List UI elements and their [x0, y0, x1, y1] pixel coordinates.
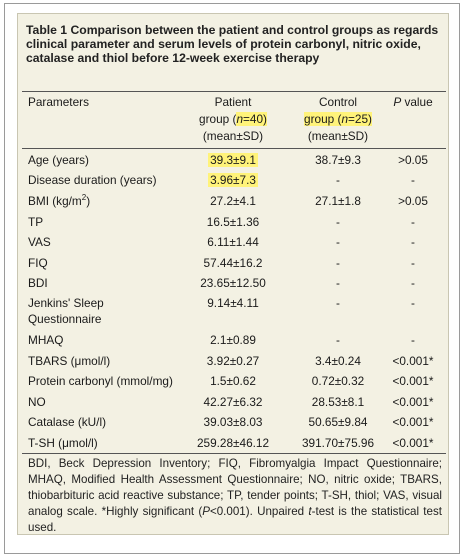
row-bmi-param-post: ) — [86, 194, 91, 208]
header-patient-n: n — [236, 112, 243, 126]
table-title: Table 1 Comparison between the patient and control groups as regards clinical parameter and serum levels of protein carbonyl, nitric oxide, catalase and thiol before 12-week exercise therapy — [26, 23, 439, 65]
row-no-patient: 42.27±6.32 — [203, 395, 263, 409]
row-bmi-control: 27.1±1.8 — [315, 194, 361, 208]
row-tbars-param: TBARS (μmol/l) — [28, 354, 111, 368]
row-catalase-param: Catalase (kU/l) — [28, 415, 107, 429]
header-top-rule — [22, 91, 446, 92]
row-duration-patient-highlight: 3.96±7.3 — [210, 173, 256, 187]
table-footnote — [28, 456, 442, 536]
row-duration-control: - — [336, 173, 340, 187]
row-tp-patient: 16.5±1.36 — [206, 215, 260, 229]
row-bdi-param: BDI — [28, 276, 48, 290]
row-tsh-control: 391.70±75.96 — [301, 436, 375, 450]
row-tbars-patient: 3.92±0.27 — [206, 354, 260, 368]
row-fiq-p: - — [411, 256, 415, 270]
row-jenkins-control: - — [336, 296, 340, 310]
header-p-italic: P — [393, 95, 402, 109]
row-catalase-patient: 39.03±8.03 — [203, 415, 263, 429]
row-duration-p: - — [411, 173, 415, 187]
header-p-value — [380, 94, 446, 110]
footnote-p-italic: P — [202, 505, 210, 518]
row-bmi-param-sup: 2 — [81, 193, 87, 203]
row-bmi-param-text: BMI (kg/m — [28, 194, 82, 208]
header-control-line2 — [293, 111, 383, 127]
row-fiq-param: FIQ — [28, 256, 48, 270]
row-age-patient — [178, 152, 288, 168]
header-patient-suffix: =40) — [243, 112, 267, 126]
row-duration-param: Disease duration (years) — [28, 173, 157, 187]
header-bottom-rule — [22, 148, 446, 149]
footnote-part2: <0.001). Unpaired — [209, 505, 309, 518]
row-bmi-param — [28, 193, 90, 209]
patient-n-highlight — [236, 112, 267, 126]
row-mhaq-control: - — [336, 333, 340, 347]
footnote-part3: -test is the statistical test used. — [28, 505, 442, 534]
row-vas-control: - — [336, 235, 340, 249]
row-carbonyl-param: Protein carbonyl (mmol/mg) — [28, 374, 173, 388]
header-control-prefix: group ( — [304, 112, 342, 126]
row-jenkins-patient: 9.14±4.11 — [207, 296, 259, 310]
row-age-control: 38.7±9.3 — [315, 153, 361, 167]
table-box — [17, 13, 449, 535]
header-control-line3: (mean±SD) — [307, 129, 369, 143]
figure-frame — [4, 3, 460, 554]
row-tsh-param: T-SH (μmol/l) — [28, 436, 98, 450]
header-parameters: Parameters — [28, 95, 89, 109]
row-bdi-p: - — [411, 276, 415, 290]
row-age-patient-highlight: 39.3±9.1 — [210, 153, 256, 167]
table-bottom-rule — [22, 453, 446, 454]
row-bmi-p: >0.05 — [398, 194, 428, 208]
row-age-param: Age (years) — [28, 153, 89, 167]
header-control-line1: Control — [318, 95, 358, 109]
row-tp-control: - — [336, 215, 340, 229]
control-group-highlight — [304, 112, 372, 126]
row-no-control: 28.53±8.1 — [311, 395, 365, 409]
row-tbars-control: 3.4±0.24 — [315, 354, 361, 368]
row-tp-p: - — [411, 215, 415, 229]
row-jenkins-param-line2: Questionnaire — [28, 312, 102, 326]
row-mhaq-p: - — [411, 333, 415, 347]
row-tbars-p: <0.001* — [392, 354, 434, 368]
row-vas-patient: 6.11±1.44 — [207, 235, 259, 249]
row-carbonyl-control: 0.72±0.32 — [311, 374, 365, 388]
row-vas-param: VAS — [28, 235, 51, 249]
header-patient-line3: (mean±SD) — [202, 129, 264, 143]
header-p-rest: value — [401, 95, 433, 109]
row-tp-param: TP — [28, 215, 44, 229]
row-age-p: >0.05 — [398, 153, 428, 167]
row-carbonyl-p: <0.001* — [392, 374, 434, 388]
row-catalase-p: <0.001* — [392, 415, 434, 429]
row-duration-patient — [178, 172, 288, 188]
row-catalase-control: 50.65±9.84 — [308, 415, 368, 429]
header-control-n: n — [341, 112, 348, 126]
footnote-t-italic: t — [308, 505, 312, 518]
row-bdi-control: - — [336, 276, 340, 290]
header-patient-prefix: group ( — [199, 112, 237, 126]
row-tsh-patient: 259.28±46.12 — [196, 436, 270, 450]
row-bmi-patient: 27.2±4.1 — [210, 194, 256, 208]
header-control-suffix: =25) — [348, 112, 372, 126]
row-fiq-control: - — [336, 256, 340, 270]
row-mhaq-param: MHAQ — [28, 333, 64, 347]
row-tsh-p: <0.001* — [392, 436, 434, 450]
row-jenkins-p: - — [411, 296, 415, 310]
row-bdi-patient: 23.65±12.50 — [200, 276, 266, 290]
header-patient-line1: Patient — [214, 95, 252, 109]
footnote-part1: BDI, Beck Depression Inventory; FIQ, Fibromyalgia Impact Questionnaire; MHAQ, Modified Health Assessment Questionnaire; NO, nitric oxide; TBARS, thiobarbituric acid reactive substance; TP, tender points; T-SH, thiol; VAS, visual analog scale. *Highly significant ( — [28, 457, 442, 518]
row-mhaq-patient: 2.1±0.89 — [210, 333, 256, 347]
header-patient-line2 — [178, 111, 288, 127]
row-jenkins-param: Jenkins' Sleep — [28, 296, 104, 310]
row-fiq-patient: 57.44±16.2 — [203, 256, 263, 270]
row-no-param: NO — [28, 395, 46, 409]
row-vas-p: - — [411, 235, 415, 249]
row-no-p: <0.001* — [392, 395, 434, 409]
row-carbonyl-patient: 1.5±0.62 — [210, 374, 256, 388]
